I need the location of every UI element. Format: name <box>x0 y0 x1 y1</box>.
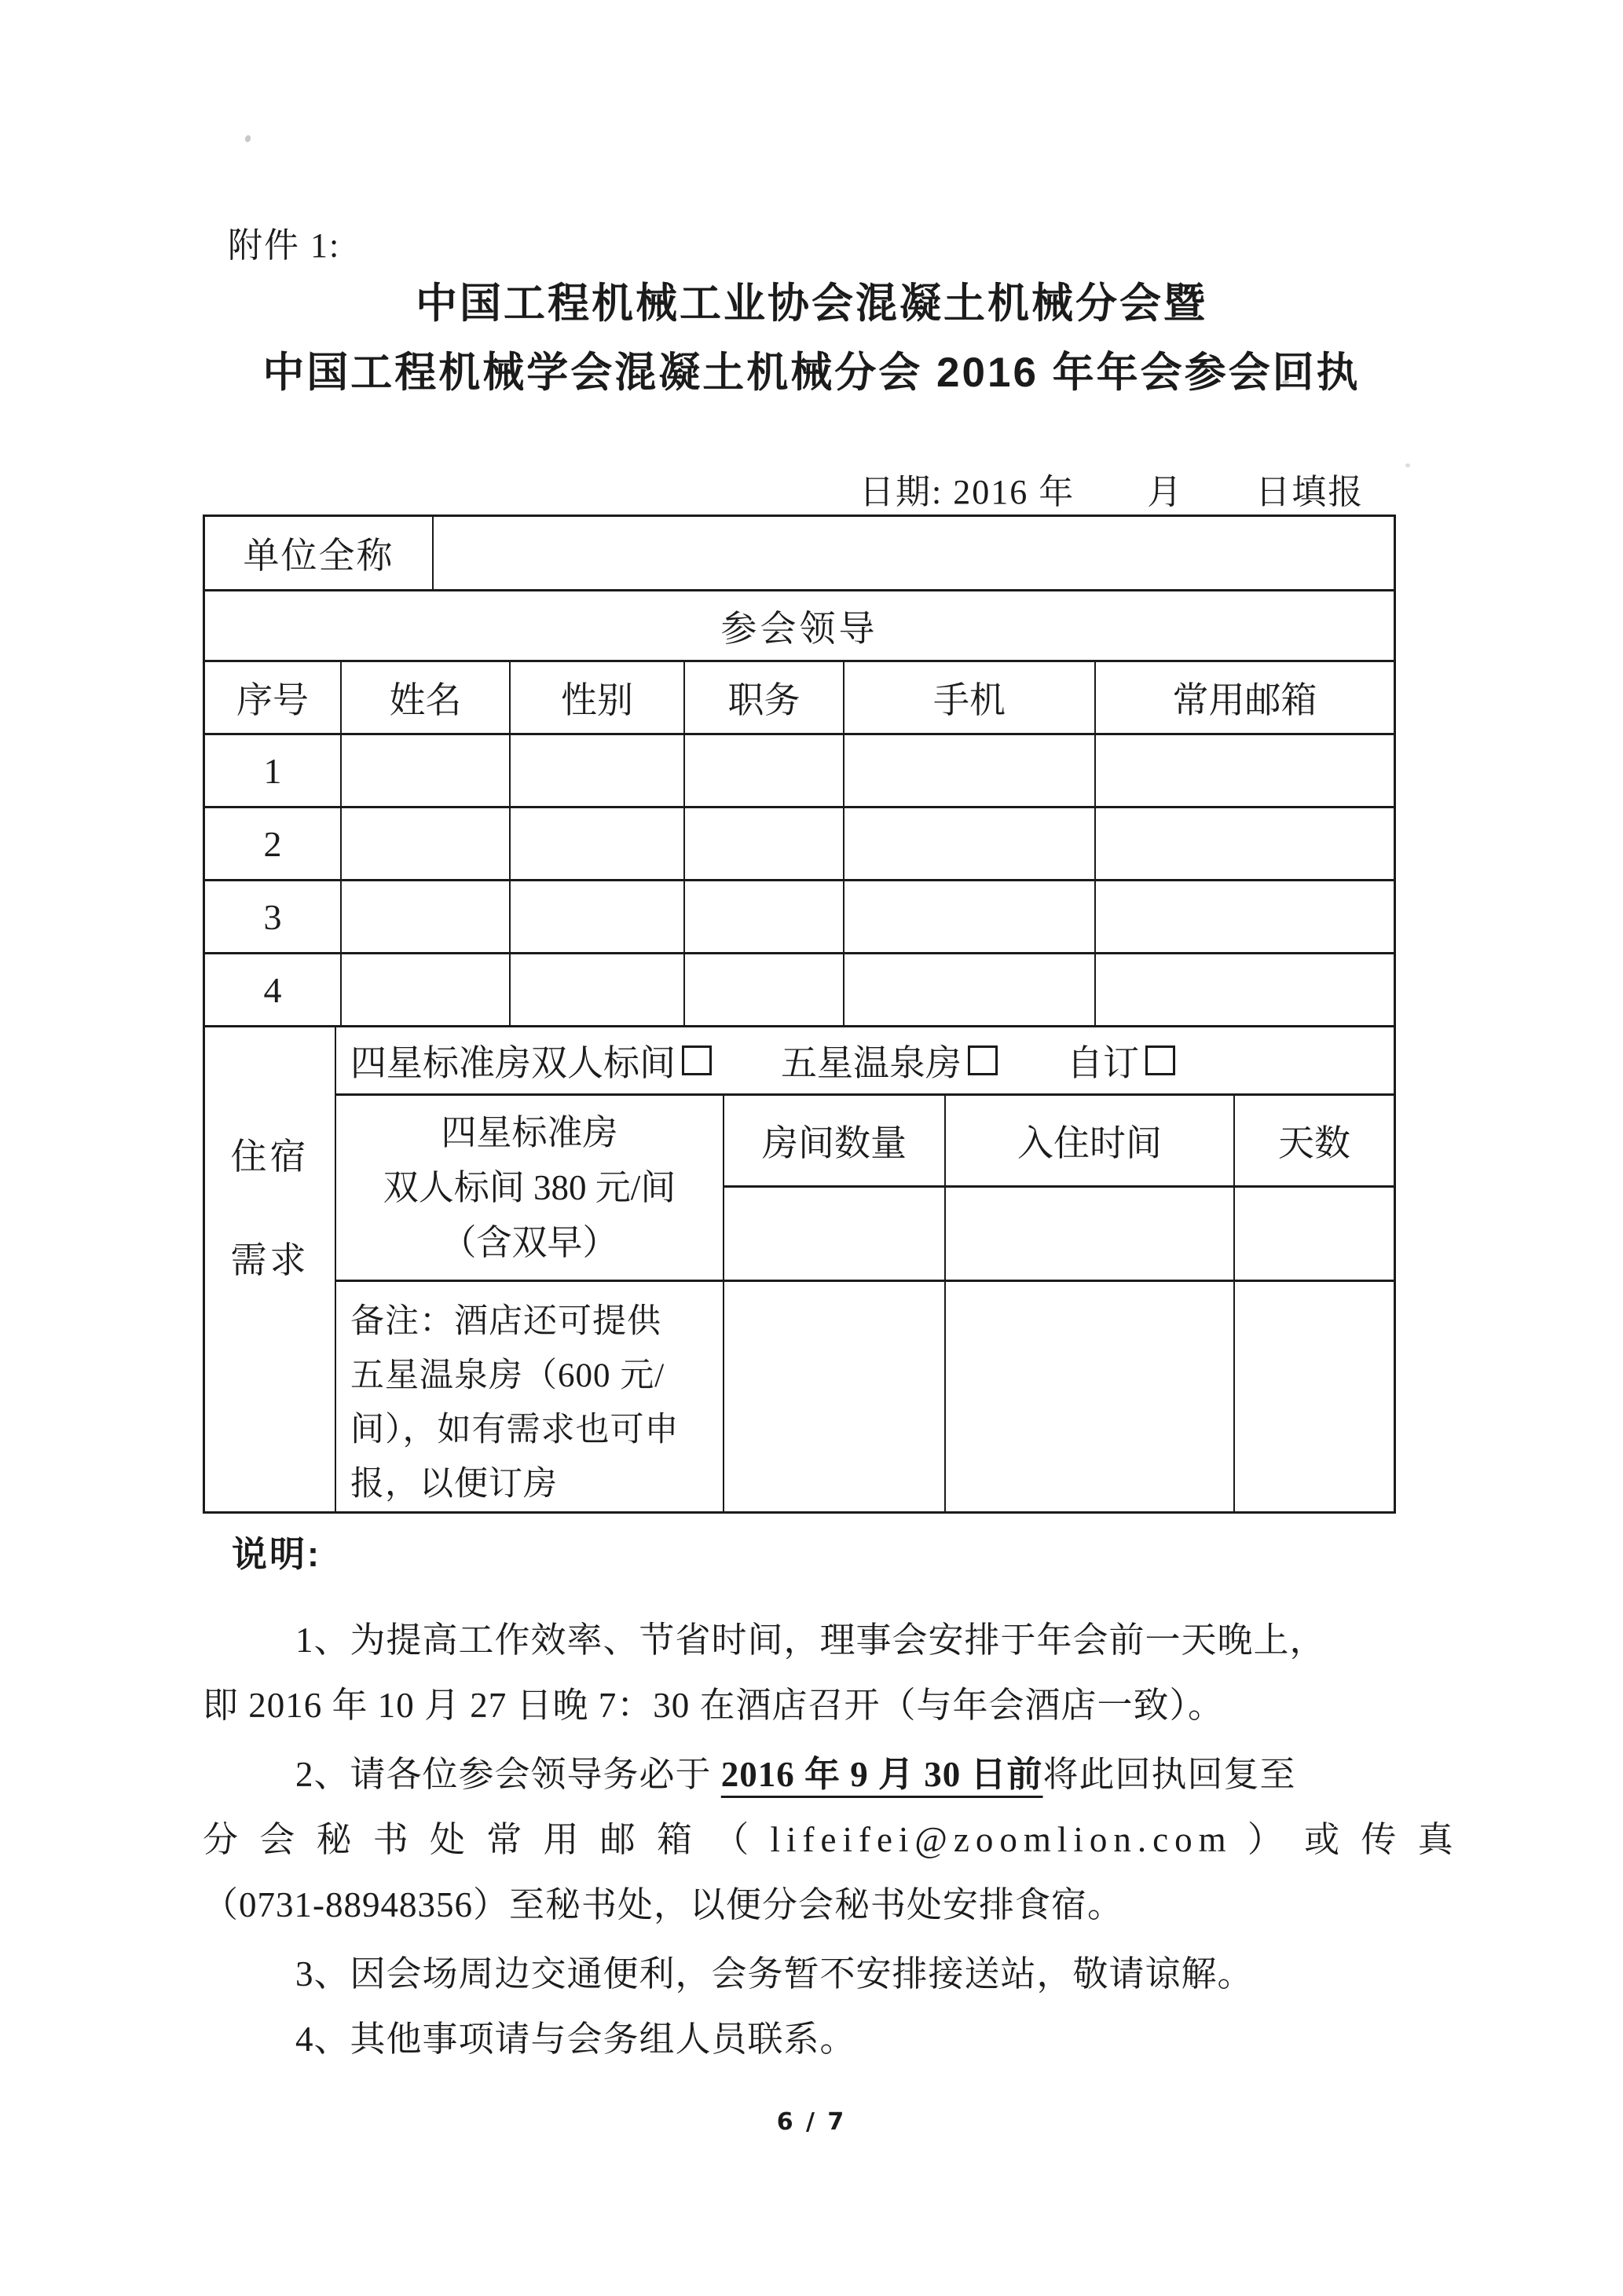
remark-line: 五星温泉房（600 元/ <box>350 1357 665 1394</box>
room-rate-cell <box>336 1096 723 1280</box>
blank-cell <box>944 1185 1233 1280</box>
deadline-emphasis: 2016 年 9 月 30 日前 <box>720 1755 1043 1794</box>
accommodation-label-line: 需求 <box>230 1240 310 1280</box>
column-header-gender: 性别 <box>509 662 683 733</box>
blank-cell <box>340 735 509 806</box>
document-title-line1: 中国工程机械工业协会混凝土机械分会暨 <box>416 280 1207 327</box>
blank-cell <box>1233 1280 1394 1511</box>
subcolumn-header-days: 天数 <box>1233 1096 1394 1185</box>
room-rate-line: 四星标准房 <box>441 1113 618 1152</box>
checkbox-five-star-spring <box>968 1045 998 1075</box>
table-row <box>205 733 1394 806</box>
scan-speck <box>1405 463 1410 467</box>
room-rate-line: 双人标间 380 元/间 <box>383 1168 676 1207</box>
accommodation-label-line: 住宿 <box>230 1137 310 1177</box>
accommodation-label <box>205 1027 336 1511</box>
blank-cell <box>843 735 1094 806</box>
subcolumn-header-room-count: 房间数量 <box>723 1096 944 1185</box>
registration-form-table <box>203 514 1396 1514</box>
blank-cell <box>683 881 843 952</box>
option-five-star-spring <box>781 1034 998 1086</box>
column-header-email: 常用邮箱 <box>1094 662 1394 733</box>
company-name-blank-field <box>432 517 1394 589</box>
row-number: 4 <box>263 969 282 1010</box>
attachment-label: 附件 1: <box>228 226 341 265</box>
blank-cell <box>843 808 1094 879</box>
blank-cell <box>723 1280 944 1511</box>
checkbox-four-star-standard <box>682 1045 712 1075</box>
company-name-label: 单位全称 <box>243 536 394 576</box>
blank-cell <box>340 954 509 1025</box>
blank-cell <box>944 1280 1233 1511</box>
remark-line: 间），如有需求也可申 <box>350 1412 680 1448</box>
row-number: 1 <box>263 750 282 791</box>
row-number: 3 <box>263 896 282 937</box>
room-type-options-row <box>336 1027 1394 1093</box>
scan-speck <box>244 134 252 143</box>
option-label: 自订 <box>1067 1043 1139 1083</box>
blank-cell <box>509 808 683 879</box>
remark-line: 备注：酒店还可提供 <box>350 1303 661 1340</box>
note-text: 将此回执回复至 <box>1042 1755 1296 1794</box>
page-number: 6 / 7 <box>776 2108 847 2136</box>
checkbox-self-booking <box>1145 1045 1175 1075</box>
leaders-section-row <box>205 589 1394 660</box>
table-row <box>205 806 1394 879</box>
blank-cell <box>1233 1185 1394 1280</box>
blank-cell <box>683 954 843 1025</box>
note-line: （0731-88948356）至秘书处，以便分会秘书处安排食宿。 <box>203 1885 1123 1924</box>
note-text: 2、请各位参会领导务必于 <box>295 1755 721 1794</box>
blank-cell <box>1094 808 1394 879</box>
subcolumn-header-checkin-time: 入住时间 <box>944 1096 1233 1185</box>
company-name-row <box>205 517 1394 589</box>
blank-cell <box>1094 954 1394 1025</box>
option-label: 五星温泉房 <box>781 1043 962 1083</box>
date-fill-in-line: 日期: 2016 年 月 日填报 <box>859 473 1365 511</box>
blank-cell <box>509 881 683 952</box>
remark-line: 报，以便订房 <box>350 1466 558 1503</box>
remark-cell <box>336 1280 723 1511</box>
column-header-row <box>205 660 1394 733</box>
notes-section <box>203 1525 1460 2072</box>
row-number: 2 <box>263 823 282 864</box>
column-header-name: 姓名 <box>340 662 509 733</box>
blank-cell <box>1094 881 1394 952</box>
blank-cell <box>1094 735 1394 806</box>
blank-cell <box>683 808 843 879</box>
note-line: 即 2016 年 10 月 27 日晚 7：30 在酒店召开（与年会酒店一致）。 <box>203 1686 1225 1725</box>
table-row <box>205 952 1394 1025</box>
note-line: 3、因会场周边交通便利，会务暂不安排接送站，敬请谅解。 <box>295 1954 1254 1994</box>
note-line <box>203 1742 1376 1807</box>
column-header-position: 职务 <box>683 662 843 733</box>
column-header-number: 序号 <box>236 680 309 720</box>
column-header-mobile: 手机 <box>843 662 1094 733</box>
blank-cell <box>843 881 1094 952</box>
note-line: 分 会 秘 书 处 常 用 邮 箱 （ lifeifei@zoomlion.com ） 或 传 真 <box>203 1820 1460 1859</box>
option-self-booking <box>1067 1034 1175 1086</box>
blank-cell <box>683 735 843 806</box>
option-four-star-standard <box>350 1034 712 1086</box>
option-label: 四星标准房双人标间 <box>350 1043 676 1083</box>
note-line: 1、为提高工作效率、节省时间，理事会安排于年会前一天晚上， <box>295 1620 1326 1660</box>
blank-cell <box>723 1185 944 1280</box>
table-row <box>205 879 1394 952</box>
notes-heading: 说明: <box>232 1534 321 1574</box>
blank-cell <box>509 735 683 806</box>
accommodation-detail <box>336 1027 1394 1511</box>
leaders-section-header: 参会领导 <box>720 608 878 649</box>
document-title-line2: 中国工程机械学会混凝土机械分会 2016 年年会参会回执 <box>262 350 1361 396</box>
note-line: 4、其他事项请与会务组人员联系。 <box>295 2020 856 2059</box>
blank-cell <box>843 954 1094 1025</box>
room-request-subtable <box>336 1093 1394 1511</box>
accommodation-section <box>205 1025 1394 1511</box>
blank-cell <box>509 954 683 1025</box>
room-rate-line: （含双早） <box>441 1223 618 1262</box>
blank-cell <box>340 808 509 879</box>
blank-cell <box>340 881 509 952</box>
